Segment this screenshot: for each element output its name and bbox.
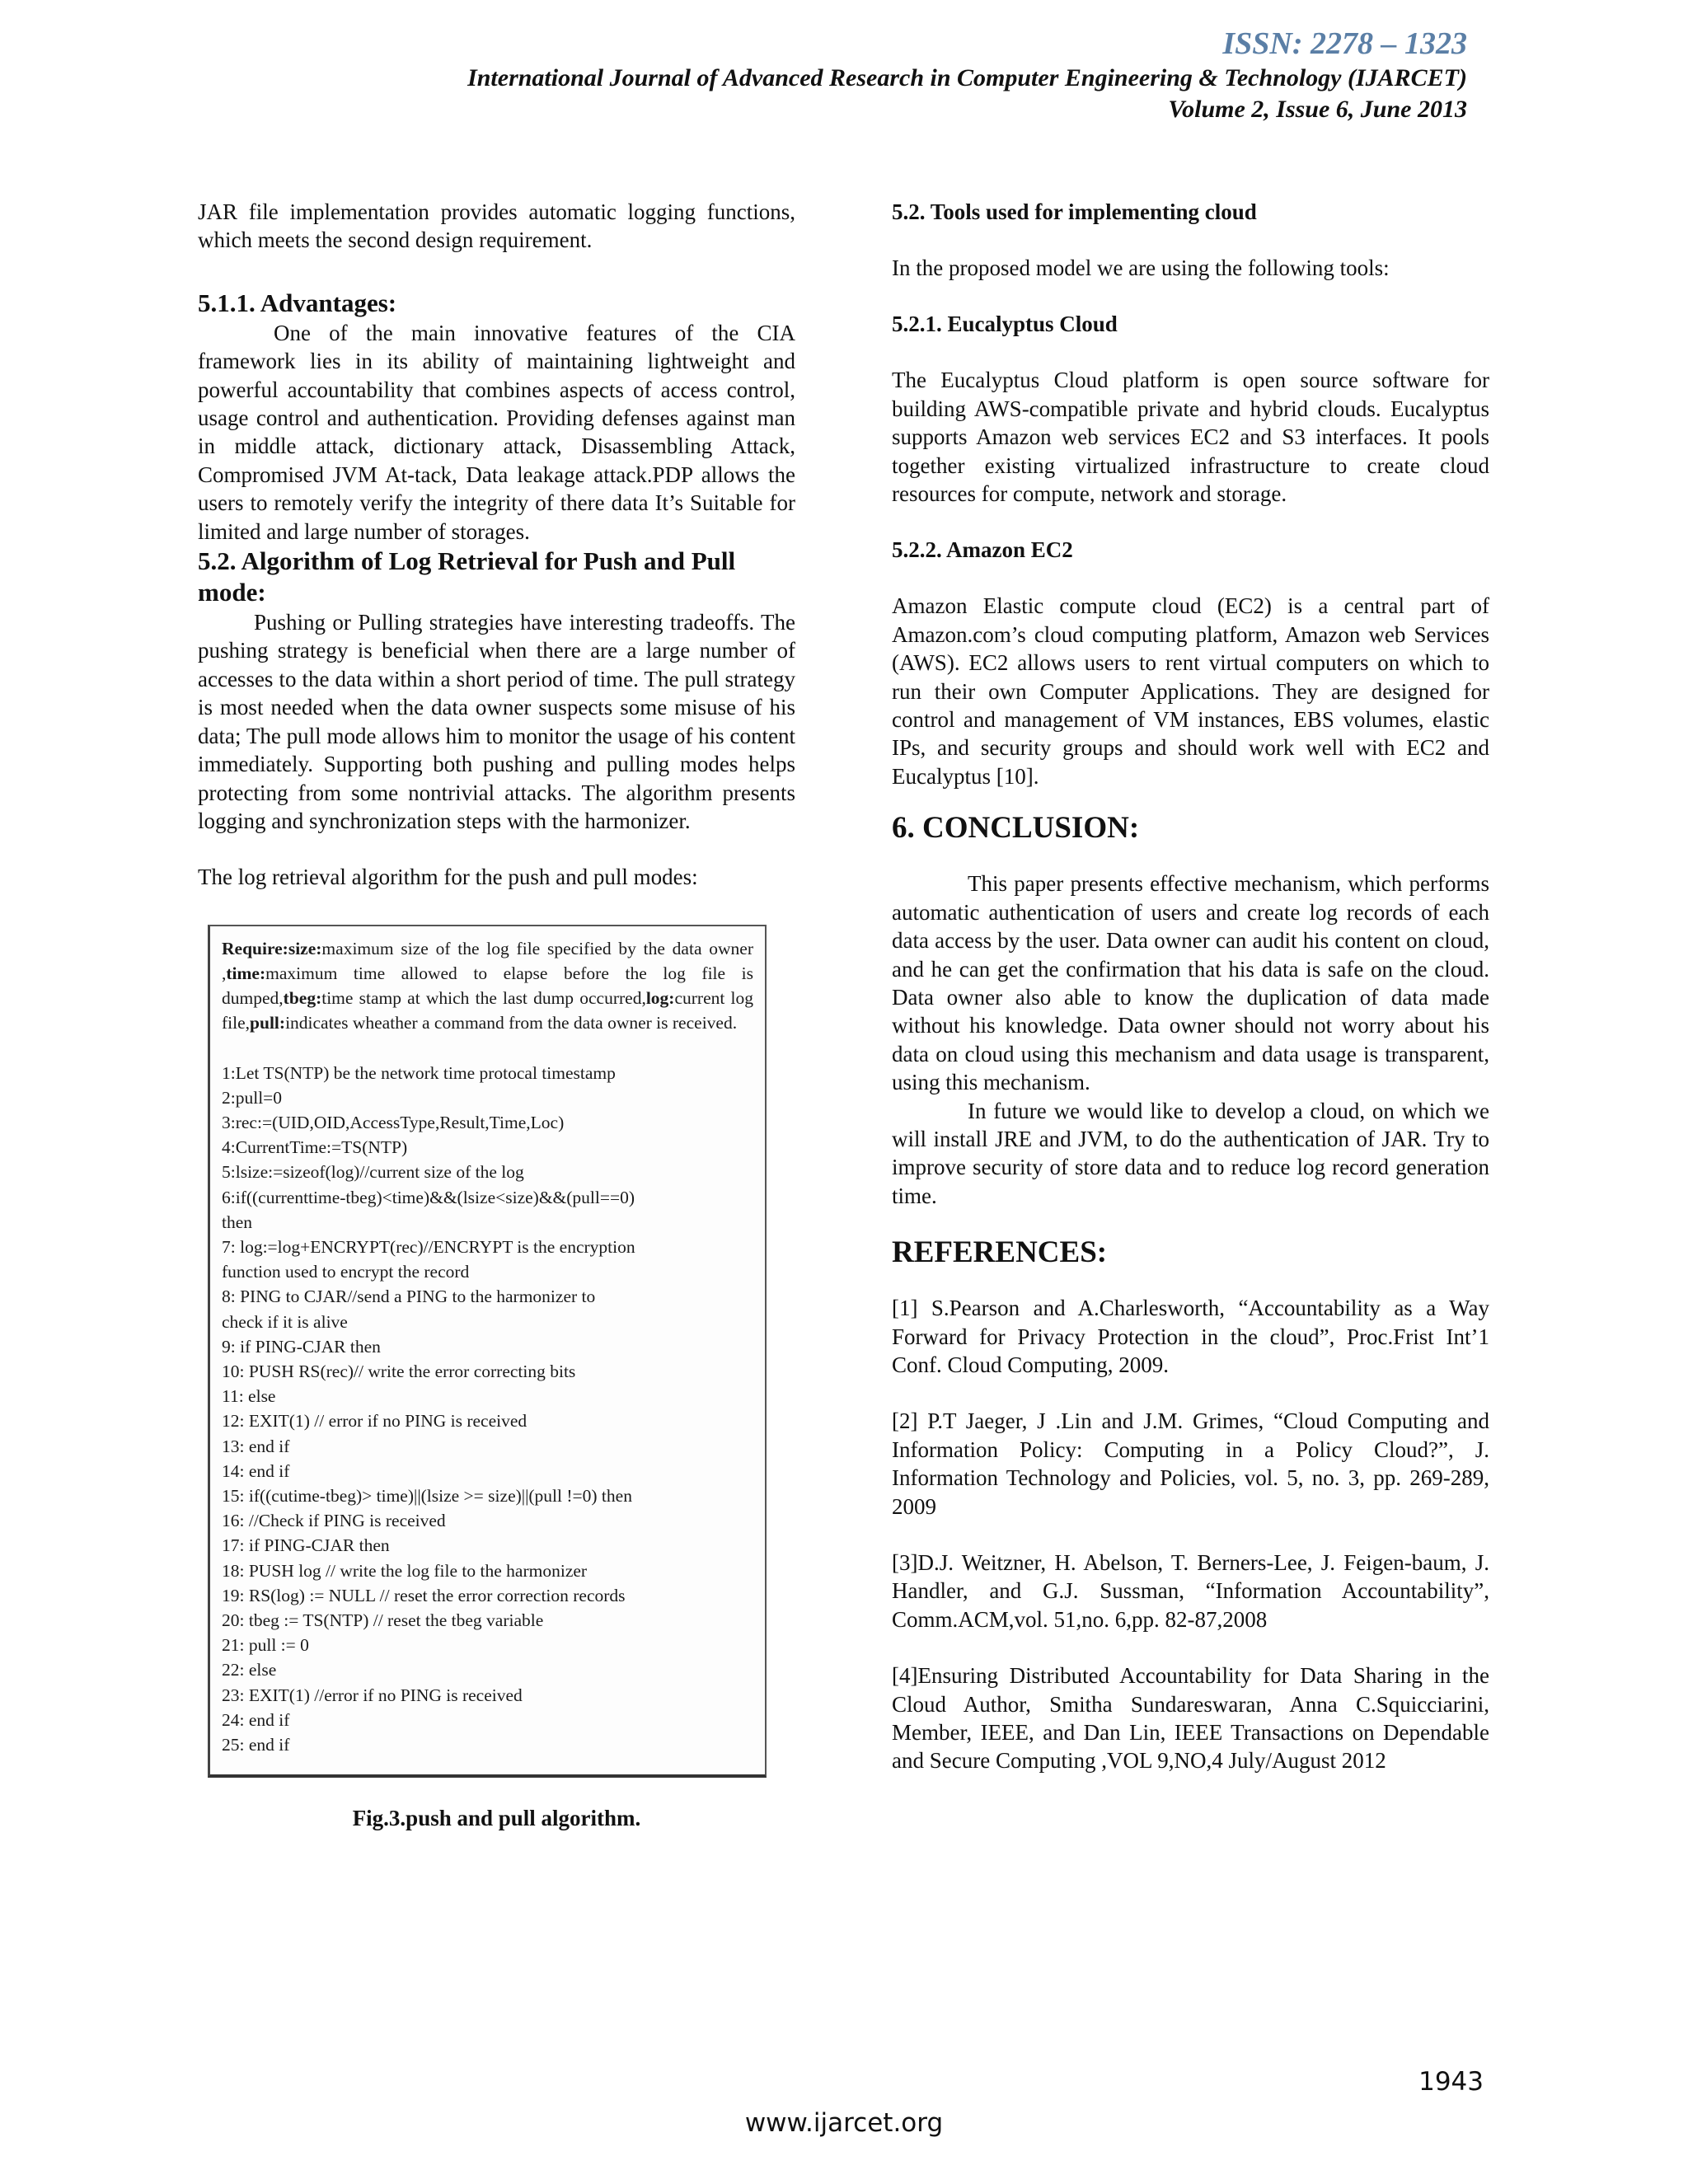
reference-item: [1] S.Pearson and A.Charlesworth, “Accountability as a Way Forward for Privacy Protection in the cloud”, Proc.Frist Int’1 Conf. Cloud Computing, 2009.: [892, 1296, 1489, 1377]
algorithm-line: 6:if((currenttime-tbeg)<time)&&(lsize<size)&&(pull==0): [222, 1187, 635, 1207]
algorithm-line: 2:pull=0: [222, 1087, 283, 1108]
tools-paragraph: In the proposed model we are using the following tools:: [892, 255, 1390, 280]
algorithm-line: 9: if PING-CJAR then: [222, 1336, 381, 1357]
algorithm-line: 16: //Check if PING is received: [222, 1511, 446, 1531]
size-text: maximum size of the log file specified by the data owner ,: [222, 938, 753, 983]
heading-amazon-ec2: 5.2.2. Amazon EC2: [892, 537, 1073, 563]
algorithm-line: function used to encrypt the record: [222, 1262, 470, 1282]
reference-item: [2] P.T Jaeger, J .Lin and J.M. Grimes, “Cloud Computing and Information Policy: Computing in a Policy Cloud?”, J. Information Technology and Policies, vol. 5, no. 3, pp. 269-289, 2009: [892, 1408, 1489, 1519]
algorithm-line: 24: end if: [222, 1709, 290, 1730]
journal-title: International Journal of Advanced Research in Computer Engineering & Technology (IJARCET): [467, 64, 1467, 91]
algorithm-line: 1:Let TS(NTP) be the network time protocal timestamp: [222, 1062, 616, 1083]
algorithm-line: 14: end if: [222, 1460, 290, 1481]
algorithm-line: 21: pull := 0: [222, 1635, 309, 1656]
time-text: maximum time allowed to elapse before the log file is dumped,: [222, 963, 753, 1009]
algorithm-line: then: [222, 1212, 253, 1232]
heading-advantages: 5.1.1. Advantages:: [198, 288, 397, 317]
algorithm-line: 22: else: [222, 1660, 277, 1680]
algorithm-line: 13: end if: [222, 1436, 290, 1456]
algorithm-require: [222, 936, 753, 1036]
algorithm-line: 10: PUSH RS(rec)// write the error correcting bits: [222, 1361, 576, 1381]
algorithm-line: 20: tbeg := TS(NTP) // reset the tbeg variable: [222, 1610, 544, 1630]
log-text: current log file,: [222, 988, 754, 1033]
conclusion-paragraph: This paper presents effective mechanism, which performs automatic authentication of users and create log records of each data access by the user. Data owner can audit his content on cloud, and he can get the confirmation that his data is safe on the cloud. Data owner also able to know the duplication of data made without his knowledge. Data owner should not worry about his data on cloud using this mechanism and data usage is transparent, using this mechanism.: [892, 871, 1489, 1095]
pull-label: pull:: [250, 1013, 286, 1033]
algorithm-line: 12: EXIT(1) // error if no PING is received: [222, 1411, 528, 1432]
pull-text: indicates wheather a command from the data owner is received.: [285, 1013, 738, 1033]
log-label: log:: [645, 988, 675, 1009]
heading-eucalyptus: 5.2.1. Eucalyptus Cloud: [892, 312, 1118, 337]
ec2-paragraph: Amazon Elastic compute cloud (EC2) is a central part of Amazon.com’s cloud computing platform, Amazon web Services (AWS). EC2 allows users to rent virtual computers on which to run their own Computer Applications. They are designed for control and management of VM instances, EBS volumes, elastic IPs, and security groups and should work well with EC2 and Eucalyptus [10].: [892, 593, 1489, 789]
future-work-paragraph: In future we would like to develop a cloud, on which we will install JRE and JVM, to do the authentication of JAR. Try to improve security of store data and to reduce log record generation time.: [892, 1098, 1489, 1208]
require-label: Require:: [222, 938, 288, 958]
algorithm-line: 8: PING to CJAR//send a PING to the harmonizer to: [222, 1286, 596, 1307]
issn-label: ISSN: 2278 – 1323: [1222, 26, 1467, 61]
right-column: [892, 198, 1489, 1775]
page-header: [467, 25, 1467, 125]
algorithm-line: 5:lsize:=sizeof(log)//current size of the log: [222, 1162, 524, 1183]
page-number: 1943: [1418, 2067, 1484, 2097]
footer-url: www.ijarcet.org: [744, 2108, 944, 2138]
algorithm-line: 7: log:=log+ENCRYPT(rec)//ENCRYPT is the encryption: [222, 1236, 635, 1257]
algorithm-line: 23: EXIT(1) //error if no PING is received: [222, 1685, 523, 1705]
heading-conclusion: 6. CONCLUSION:: [892, 811, 1140, 846]
heading-tools: 5.2. Tools used for implementing cloud: [892, 199, 1257, 224]
advantages-paragraph: One of the main innovative features of the CIA framework lies in its ability of maintaining lightweight and powerful accountability that combines aspects of access control, usage control and authentication. Providing defenses against man in middle attack, dictionary attack, Disassembling Attack, Compromised JVM At-tack, Data leakage attack.PDP allows the users to remotely verify the integrity of there data It’s Suitable for limited and large number of storages.: [198, 320, 795, 544]
algorithm-figure: [208, 925, 767, 1778]
algorithm-line: check if it is alive: [222, 1311, 348, 1332]
size-label: size:: [288, 938, 322, 958]
time-label: time:: [226, 963, 266, 983]
algorithm-line: 25: end if: [222, 1735, 290, 1755]
volume-issue: Volume 2, Issue 6, June 2013: [1168, 96, 1467, 123]
algorithm-line: 19: RS(log) := NULL // reset the error correction records: [222, 1585, 626, 1605]
figure-caption: Fig.3.push and pull algorithm.: [352, 1805, 641, 1830]
intro-paragraph: JAR file implementation provides automatic logging functions, which meets the second design requirement.: [198, 199, 795, 253]
algorithm-steps: [222, 1061, 753, 1758]
retrieval-paragraph: The log retrieval algorithm for the push and pull modes:: [198, 865, 698, 890]
eucalyptus-paragraph: The Eucalyptus Cloud platform is open source software for building AWS-compatible private and hybrid clouds. Eucalyptus supports Amazon web services EC2 and S3 interfaces. It pools together existing virtualized infrastructure to create cloud resources for compute, network and storage.: [892, 368, 1489, 507]
tbeg-text: time stamp at which the last dump occurred,: [321, 988, 646, 1009]
tbeg-label: tbeg:: [283, 988, 322, 1009]
algorithm-line: 17: if PING-CJAR then: [222, 1535, 390, 1556]
left-column: [198, 198, 795, 1831]
reference-item: [3]D.J. Weitzner, H. Abelson, T. Berners-Lee, J. Feigen-baum, J. Handler, and G.J. Sussman, “Information Accountability”, Comm.ACM,vol. 51,no. 6,pp. 82-87,2008: [892, 1550, 1489, 1632]
algorithm-line: 11: else: [222, 1386, 276, 1407]
heading-references: REFERENCES:: [892, 1235, 1108, 1270]
algorithm-line: 18: PUSH log // write the log file to the harmonizer: [222, 1560, 588, 1581]
heading-algorithm: 5.2. Algorithm of Log Retrieval for Push and Pull mode:: [198, 546, 736, 607]
algorithm-paragraph: Pushing or Pulling strategies have interesting tradeoffs. The pushing strategy is beneficial when there are a large number of accesses to the data within a short period of time. The pull strategy is most needed when the data owner suspects some misuse of his data; The pull mode allows him to monitor the usage of his content immediately. Supporting both pushing and pulling modes helps protecting from some nontrivial attacks. The algorithm presents logging and synchronization steps with the harmonizer.: [198, 610, 795, 833]
algorithm-line: 15: if((cutime-tbeg)> time)||(lsize >= size)||(pull !=0) then: [222, 1485, 632, 1506]
algorithm-line: 3:rec:=(UID,OID,AccessType,Result,Time,Loc): [222, 1112, 565, 1132]
algorithm-line: 4:CurrentTime:=TS(NTP): [222, 1137, 408, 1158]
reference-item: [4]Ensuring Distributed Accountability for Data Sharing in the Cloud Author, Smitha Sundareswaran, Anna C.Squicciarini, Member, IEEE, and Dan Lin, IEEE Transactions on Dependable and Secure Computing ,VOL 9,NO,4 July/August 2012: [892, 1663, 1489, 1774]
